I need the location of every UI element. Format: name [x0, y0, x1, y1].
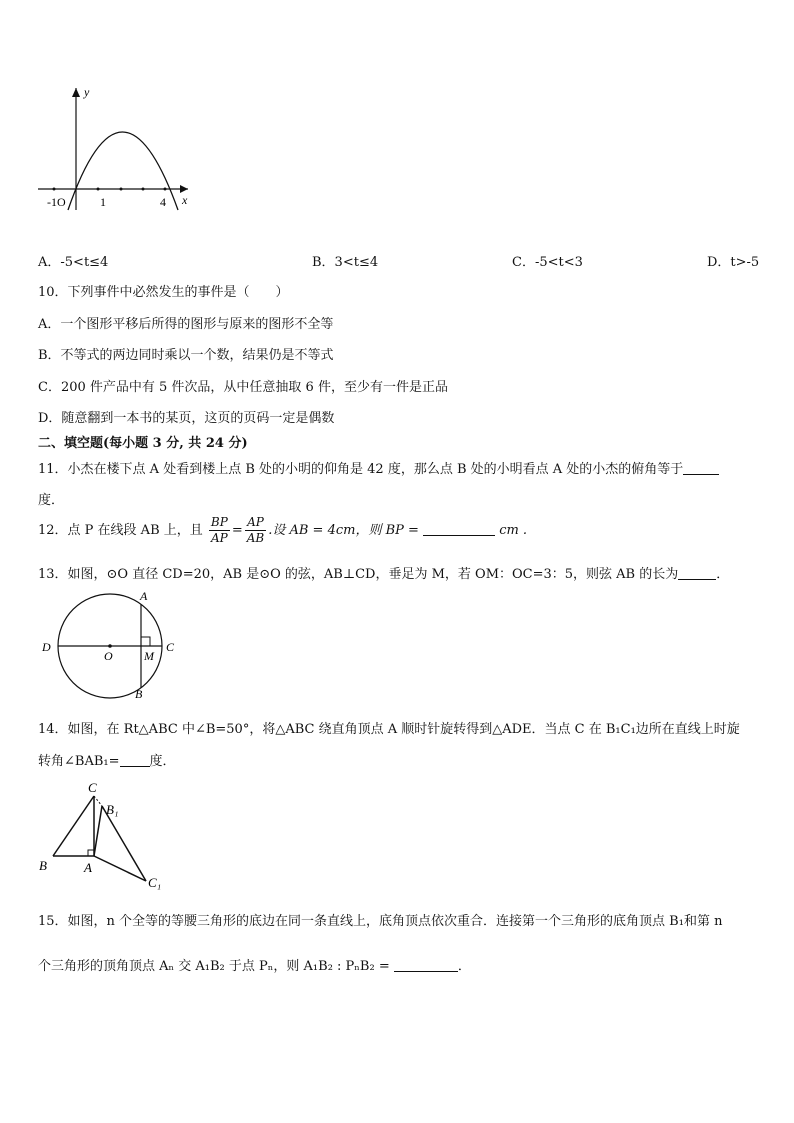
- label-c: C: [88, 780, 97, 795]
- label-d: D: [42, 640, 51, 654]
- q11-line2: 度．: [38, 493, 65, 508]
- frac-denominator: AP: [210, 531, 228, 545]
- q12-prefix: 12．点 P 在线段 AB 上，且: [38, 523, 203, 538]
- q11-text: 11．小杰在楼下点 A 处看到楼上点 B 处的小明的仰角是 42 度，那么点 B 处的小明看点 A 处的小杰的俯角等于: [38, 462, 684, 477]
- parabola-graph: [30, 82, 200, 212]
- q14-text: 转角∠BAB₁=: [38, 754, 120, 769]
- origin-label: -1O: [47, 195, 66, 209]
- q10-option-b: B．不等式的两边同时乘以一个数，结果仍是不等式: [38, 348, 334, 363]
- q11-answer-blank[interactable]: [683, 462, 719, 475]
- q14-line1: 14．如图，在 Rt△ABC 中∠B=50°，将△ABC 绕直角顶点 A 顺时针旋转得到△ADE．当点 C 在 B₁C₁边所在直线上时旋: [38, 722, 740, 737]
- q9-option-b: B．3<t≤4: [312, 255, 379, 270]
- q12-fraction-ap-ab: [245, 515, 266, 546]
- label-m: M: [144, 649, 154, 663]
- tick-dot: [120, 188, 123, 191]
- center-dot: [108, 644, 112, 648]
- q13-answer-blank[interactable]: [678, 567, 716, 580]
- q9-option-d: D．t>-5: [707, 255, 760, 270]
- label-a: A: [84, 860, 92, 875]
- q15-end: ．: [457, 959, 471, 974]
- label-b: B: [39, 858, 47, 873]
- q13-end: ．: [716, 567, 730, 582]
- q12-fraction-bp-ap: [209, 515, 230, 546]
- tick-label-1: 1: [100, 195, 106, 209]
- q10-option-c: C．200 件产品中有 5 件次品，从中任意抽取 6 件，至少有一件是正品: [38, 380, 448, 395]
- frac-denominator: AB: [246, 531, 265, 545]
- q12-equals: =: [231, 523, 243, 538]
- q13-line: [38, 563, 729, 582]
- q12-suffix: cm .: [499, 523, 528, 538]
- label-c1: C₁: [148, 875, 162, 890]
- q15-text: 个三角形的顶角顶点 Aₙ 交 A₁B₂ 于点 Pₙ，则 A₁B₂ : PₙB₂ =: [38, 959, 390, 974]
- q14-answer-blank[interactable]: [120, 754, 150, 767]
- x-axis-label: x: [182, 193, 188, 207]
- q15-answer-blank[interactable]: [394, 959, 458, 972]
- q15-line1: 15．如图，n 个全等的等腰三角形的底边在同一条直线上，底角顶点依次重合．连接第一个三角形的底角顶点 B₁和第 n: [38, 914, 723, 929]
- tick-label-4: 4: [160, 195, 166, 209]
- q12-mid: .设 AB = 4cm，则 BP =: [268, 523, 419, 538]
- tick-dot: [164, 188, 167, 191]
- y-axis-label: y: [84, 85, 90, 99]
- rotation-figure: [36, 778, 176, 894]
- right-angle-mark: [141, 637, 150, 646]
- segment-ab1: [94, 806, 102, 856]
- q14-end: 度．: [149, 754, 176, 769]
- q9-option-a: A．-5<t≤4: [38, 255, 109, 270]
- frac-numerator: AP: [245, 515, 266, 531]
- q15-line2: [38, 955, 471, 974]
- q12-line: [38, 515, 527, 546]
- q11-line1: [38, 458, 719, 477]
- label-a: A: [140, 589, 148, 603]
- q10-stem: 10．下列事件中必然发生的事件是（ ）: [38, 285, 289, 300]
- section-title: 二、填空题(每小题 3 分, 共 24 分): [38, 436, 248, 451]
- q14-line2: [38, 750, 176, 769]
- q12-answer-blank[interactable]: [423, 523, 495, 536]
- right-angle-mark: [88, 850, 94, 856]
- q13-text: 13．如图，⊙O 直径 CD=20，AB 是⊙O 的弦，AB⊥CD，垂足为 M，若 OM：OC=3：5，则弦 AB 的长为: [38, 567, 679, 582]
- q10-option-d: D．随意翻到一本书的某页，这页的页码一定是偶数: [38, 411, 335, 426]
- q9-option-c: C．-5<t<3: [512, 255, 583, 270]
- tick-dot: [53, 188, 56, 191]
- frac-numerator: BP: [210, 515, 228, 529]
- tick-dot: [97, 188, 100, 191]
- label-b1: B₁: [106, 802, 119, 817]
- segment-c-b1-dashed: [94, 796, 102, 806]
- segment-cb: [53, 796, 94, 856]
- x-axis-arrow-icon: [180, 185, 188, 193]
- label-o: O: [104, 649, 113, 663]
- q10-option-a: A．一个图形平移后所得的图形与原来的图形不全等: [38, 317, 334, 332]
- label-b: B: [135, 687, 143, 701]
- circle-figure: [38, 585, 188, 703]
- label-c: C: [166, 640, 175, 654]
- y-axis-arrow-icon: [72, 88, 80, 97]
- tick-dot: [142, 188, 145, 191]
